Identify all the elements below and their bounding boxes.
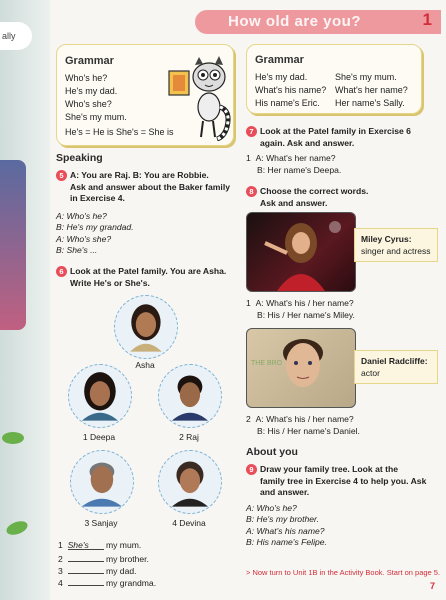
sentence-end: my brother. (105, 554, 149, 564)
item-number: 1 (58, 540, 63, 550)
activity-book-note: > Now turn to Unit 1B in the Activity Book. Start on page 5. (246, 568, 441, 577)
textbook-page (50, 0, 446, 600)
grammar-line: She's my mum. (65, 112, 127, 122)
photo-asha (114, 295, 178, 359)
previous-page-tab: ally (0, 22, 32, 50)
item-number: 4 (58, 578, 63, 588)
photo-devina (158, 450, 222, 514)
celebrity-name: Miley Cyrus: (361, 234, 412, 244)
exercise-8-q2 (246, 414, 426, 437)
daniel-radcliffe-label (354, 350, 438, 384)
exercise-instruction: again. Ask and answer. (260, 137, 355, 148)
sentence-end: my dad. (105, 566, 137, 576)
grammar-title: Grammar (255, 54, 304, 66)
grammar-rule: He's = He is She's = She is (65, 127, 174, 137)
dialogue-line: B: His / Her name's Daniel. (257, 425, 360, 436)
miley-cyrus-label (354, 228, 438, 262)
grammar-box-left (56, 44, 234, 146)
grammar-line: He's my dad. (255, 72, 308, 82)
page-number: 7 (430, 581, 436, 591)
sentence-end: my mum. (105, 540, 142, 550)
exercise-8 (246, 186, 426, 209)
dialogue-line: A: What's his / her name? (255, 298, 354, 308)
celebrity-role: actor (361, 368, 380, 378)
lemur-mascot-illustration (167, 51, 233, 141)
family-caption: 1 Deepa (82, 432, 116, 442)
grammar-line: What's her name? (335, 85, 408, 95)
previous-page-edge (0, 0, 52, 600)
lesson-title: How old are you? (228, 13, 362, 30)
actor-portrait-image (247, 329, 355, 407)
dialogue-line: A: Who's he? (56, 210, 107, 221)
exercise-instruction: Ask and answer about the Baker family (70, 181, 230, 192)
item-number: 2 (58, 554, 63, 564)
exercise-instruction: Look at the Patel family. You are Asha. (70, 266, 227, 276)
leaf-decoration (2, 432, 24, 444)
dialogue-line: B: He's my brother. (246, 514, 319, 524)
exercise-instruction: in Exercise 4. (70, 193, 125, 203)
exercise-6 (56, 266, 241, 289)
leaf-decoration (5, 519, 30, 538)
dialogue-line: B: His name's Felipe. (246, 537, 327, 547)
miley-cyrus-photo (246, 212, 356, 292)
exercise-instruction: Write He's or She's. (70, 277, 150, 288)
grammar-line: Her name's Sally. (335, 98, 405, 108)
exercise-instruction: and answer. (260, 487, 310, 497)
older-woman-portrait-image (167, 457, 213, 507)
answer-blank[interactable]: She's (68, 540, 104, 550)
dialogue-line: B: She's ... (56, 245, 98, 255)
daniel-radcliffe-photo (246, 328, 356, 408)
grammar-line: What's his name? (255, 85, 327, 95)
family-caption: 2 Raj (179, 432, 199, 442)
item-number: 1 (246, 298, 251, 308)
grammar-line: She's my mum. (335, 72, 397, 82)
dialogue-line: B: His / Her name's Miley. (257, 309, 355, 320)
exercise-instruction: Draw your family tree. Look at the (260, 464, 399, 474)
previous-page-illustration (0, 160, 26, 330)
celebrity-role: singer and actress (361, 246, 431, 256)
family-caption: 3 Sanjay (84, 518, 118, 528)
exercise-instruction: family tree in Exercise 4 to help you. Ask (260, 475, 427, 486)
girl-portrait-image (123, 302, 169, 352)
family-caption: Asha (135, 360, 155, 370)
exercise-number: 6 (56, 266, 67, 277)
exercise-instruction: Look at the Patel family in Exercise 6 (260, 126, 411, 136)
exercise-5 (56, 170, 236, 257)
about-you-heading: About you (246, 446, 298, 458)
photo-sanjay (70, 450, 134, 514)
item-number: 3 (58, 566, 63, 576)
svg-text:THE BRO: THE BRO (251, 360, 283, 367)
grammar-line: He's my dad. (65, 86, 118, 96)
dialogue-line: B: Her name's Deepa. (257, 164, 342, 175)
grammar-line: Who's he? (65, 73, 108, 83)
photo-raj (158, 364, 222, 428)
exercise-number: 5 (56, 170, 67, 181)
exercise-number: 9 (246, 464, 257, 475)
item-number: 1 (246, 153, 251, 163)
woman-portrait-image (77, 371, 123, 421)
exercise-8-q1 (246, 298, 426, 321)
dialogue-line: A: Who's she? (56, 233, 112, 244)
exercise-9 (246, 464, 431, 549)
exercise-instruction: A: You are Raj. B: You are Robbie. (70, 170, 209, 180)
exercise-instruction: Ask and answer. (260, 197, 328, 208)
answer-blank[interactable] (68, 576, 104, 586)
item-number: 2 (246, 414, 251, 424)
man-portrait-image (79, 457, 125, 507)
dialogue-line: A: What's her name? (255, 153, 336, 163)
speaking-heading: Speaking (56, 152, 103, 164)
boy-portrait-image (167, 371, 213, 421)
grammar-line: Who's she? (65, 99, 112, 109)
celebrity-name: Daniel Radcliffe: (361, 356, 428, 366)
exercise-number: 8 (246, 186, 257, 197)
grammar-box-right (246, 44, 422, 114)
answer-blank[interactable] (68, 564, 104, 574)
exercise-7 (246, 126, 426, 176)
sentence-end: my grandma. (105, 578, 157, 588)
answer-line (58, 540, 141, 552)
dialogue-line: B: He's my grandad. (56, 222, 134, 232)
family-caption: 4 Devina (172, 518, 206, 528)
dialogue-line: A: What's his name? (246, 525, 325, 536)
dialogue-line: A: What's his / her name? (255, 414, 354, 424)
answer-line (58, 576, 156, 590)
grammar-line: His name's Eric. (255, 98, 320, 108)
dialogue-line: A: Who's he? (246, 502, 297, 513)
exercise-number: 7 (246, 126, 257, 137)
photo-deepa (68, 364, 132, 428)
answer-blank[interactable] (68, 552, 104, 562)
exercise-instruction: Choose the correct words. (260, 186, 369, 196)
singer-performing-image (247, 213, 355, 291)
grammar-title: Grammar (65, 55, 114, 67)
unit-number: 1 (422, 10, 432, 29)
